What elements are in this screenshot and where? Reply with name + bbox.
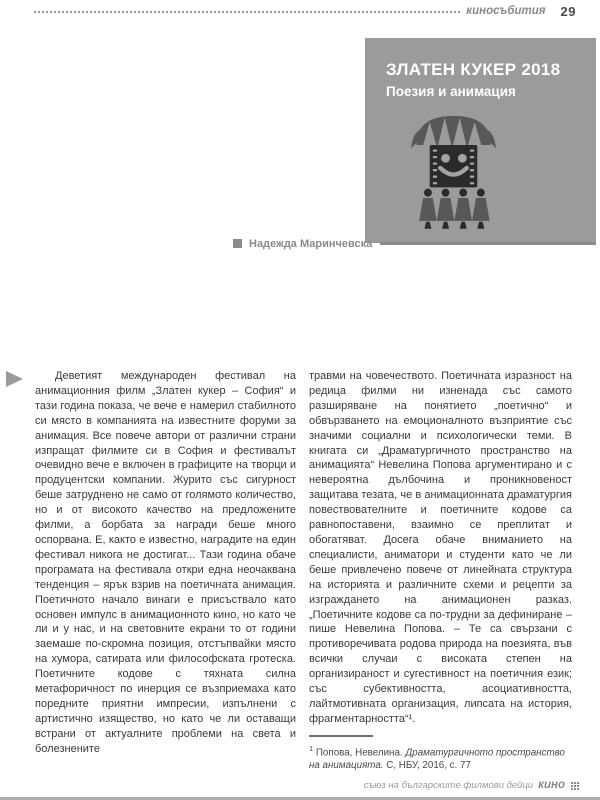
footnote-rule <box>309 735 373 737</box>
author-name: Надежда Маринчевска <box>249 237 373 250</box>
paragraph-arrow-icon <box>6 371 23 387</box>
page-number: 29 <box>560 3 576 19</box>
page-footer <box>364 779 580 791</box>
footnote-rest: С, НБУ, 2016, с. 77 <box>383 760 471 772</box>
page-header <box>34 3 576 19</box>
film-grid-icon <box>571 781 580 790</box>
article-column-left <box>35 369 296 757</box>
footer-brand: кино <box>538 779 565 791</box>
article-subtitle: Поезия и анимация <box>386 84 516 99</box>
footer-text: съюз на българските филмови дейци <box>363 779 534 791</box>
article-column-right <box>309 369 572 772</box>
byline-square-icon <box>233 239 242 248</box>
byline-rule <box>380 242 596 245</box>
dotted-leader <box>34 11 460 13</box>
footnote-book-title: Драматургичното пространство на анимацията. <box>309 747 565 772</box>
body-text-left: Деветият международен фестивал на анимационния филм „Златен кукер – София“ и тази година показа, че вече е намерил стабилното си място в компанията на известните форуми за анимация. Все повече автори от различни страни изпращат филмите си в София и фестивалът очевидно вече е включен в графиците на творци и продуцентски компании. Журито със сигурност беше затруднено не само от голямото количество, но и от високото качество на предложените филми, а борбата за награди беше много оспорвана. Е, както е известно, наградите на един фестивал никога не достигат... Тази година обаче програмата на фестивала откри една неочаквана тенденция – ярък взрив на поетичната анимация. Поетичното начало винаги е присъствало като основен импулс в анимационното кино, но като че ли и у нас, и на световните екрани то от години заемаше по-скромна позиция, отстъпвайки място на хумора, сатирата или философската гротеска. Поетичните кодове с тяхната силна метафоричност по инерция се възприемаха като поредните приятни импресии, изпълнени с артистично изящество, но като че ли оставащи встрани от актуалните проблеми на света и болезнените <box>35 370 296 755</box>
byline <box>233 237 596 250</box>
footnote-author: Попова, Невелина. <box>313 747 406 759</box>
footnote <box>309 742 572 772</box>
section-label: киносъбития <box>466 5 546 17</box>
title-box <box>365 38 596 243</box>
article-title: ЗЛАТЕН КУКЕР 2018 <box>386 60 561 79</box>
footnote-marker: 1 <box>309 743 314 753</box>
kuker-mascot-icon <box>405 108 502 231</box>
body-text-right: травми на човечеството. Поетичната изразност на редица филми ни изненада със самото разширяване на понятието „поетично“ и обвързването на емоционалното възприятие със значими социални и психологически теми. В книгата си „Драматургичното пространство на анимацията“ Невелина Попова аргументирано и с невероятна дълбочина и проникновеност защитава тезата, че в анимационната драматургия повествователните и поетичните кодове са равнопоставени, взаимно се преплитат и обогатяват. Досега обаче вниманието на специалисти, аниматори и студенти като че ли беше привлечено повече от линейната структура на историята и различните схеми и рецепти за изграждането на анимационен разказ. „Поетичните кодове са по-трудни за дефиниране – пише Невелина Попова. – Те са свързани с противоречивата родова природа на поезията, във всички случаи с високата степен на организираност и сугестивност на поетичния език; със субективността, асоциативността, лайтмотивната организация, липсата на история, фрагментарността“¹. <box>309 370 572 725</box>
